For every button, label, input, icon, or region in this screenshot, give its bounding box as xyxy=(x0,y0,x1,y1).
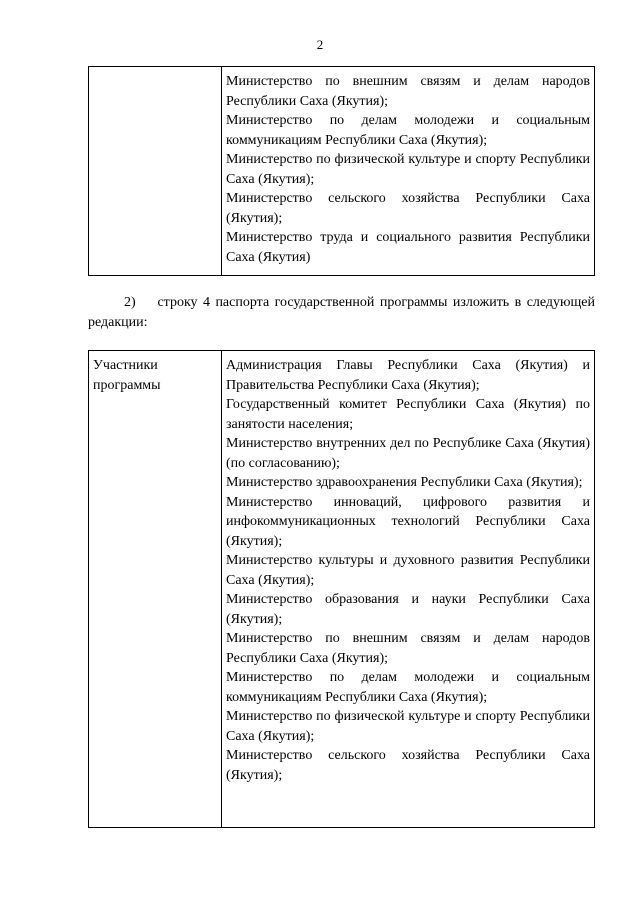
list-item: Администрация Главы Республики Саха (Якутия) и Правительства Республики Саха (Якутия); xyxy=(226,358,590,393)
program-participants-table xyxy=(88,350,595,828)
list-item: Министерство по физической культуре и спорту Республики Саха (Якутия); xyxy=(226,709,590,744)
list-item: Министерство образования и науки Республики Саха (Якутия); xyxy=(226,592,590,627)
list-item: Министерство труда и социального развития Республики Саха (Якутия) xyxy=(226,230,590,265)
list-item: Министерство по делам молодежи и социальным коммуникациям Республики Саха (Якутия); xyxy=(226,670,590,705)
table-row xyxy=(89,67,595,276)
page-number: 2 xyxy=(316,37,324,52)
list-item: Министерство культуры и духовного развития Республики Саха (Якутия); xyxy=(226,553,590,588)
participants-list-cell xyxy=(222,351,595,828)
list-item: Министерство сельского хозяйства Республики Саха (Якутия); xyxy=(226,748,590,783)
table-row xyxy=(89,351,595,828)
list-item: Министерство по внешним связям и делам народов Республики Саха (Якутия); xyxy=(226,631,590,666)
list-item: Государственный комитет Республики Саха (Якутия) по занятости населения; xyxy=(226,397,590,432)
list-item: Министерство по внешним связям и делам народов Республики Саха (Якутия); xyxy=(226,74,590,109)
list-item: Министерство по физической культуре и спорту Республики Саха (Якутия); xyxy=(226,152,590,187)
list-item: Министерство инноваций, цифрового развития и инфокоммуникационных технологий Республики Саха (Якутия); xyxy=(226,494,590,549)
list-item: Министерство здравоохранения Республики Саха (Якутия); xyxy=(226,475,583,490)
list-item: Министерство по делам молодежи и социальным коммуникациям Республики Саха (Якутия); xyxy=(226,113,590,148)
participants-label-cell: Участники программы xyxy=(89,351,222,828)
list-item: Министерство сельского хозяйства Республики Саха (Якутия); xyxy=(226,191,590,226)
amendment-instruction: 2) строку 4 паспорта государственной программы изложить в следующей редакции: xyxy=(88,295,595,330)
table-top-left-cell xyxy=(89,67,222,276)
table-top-right-cell xyxy=(222,67,595,276)
list-item: Министерство внутренних дел по Республике Саха (Якутия) (по согласованию); xyxy=(226,436,590,471)
continued-participants-table xyxy=(88,66,595,276)
